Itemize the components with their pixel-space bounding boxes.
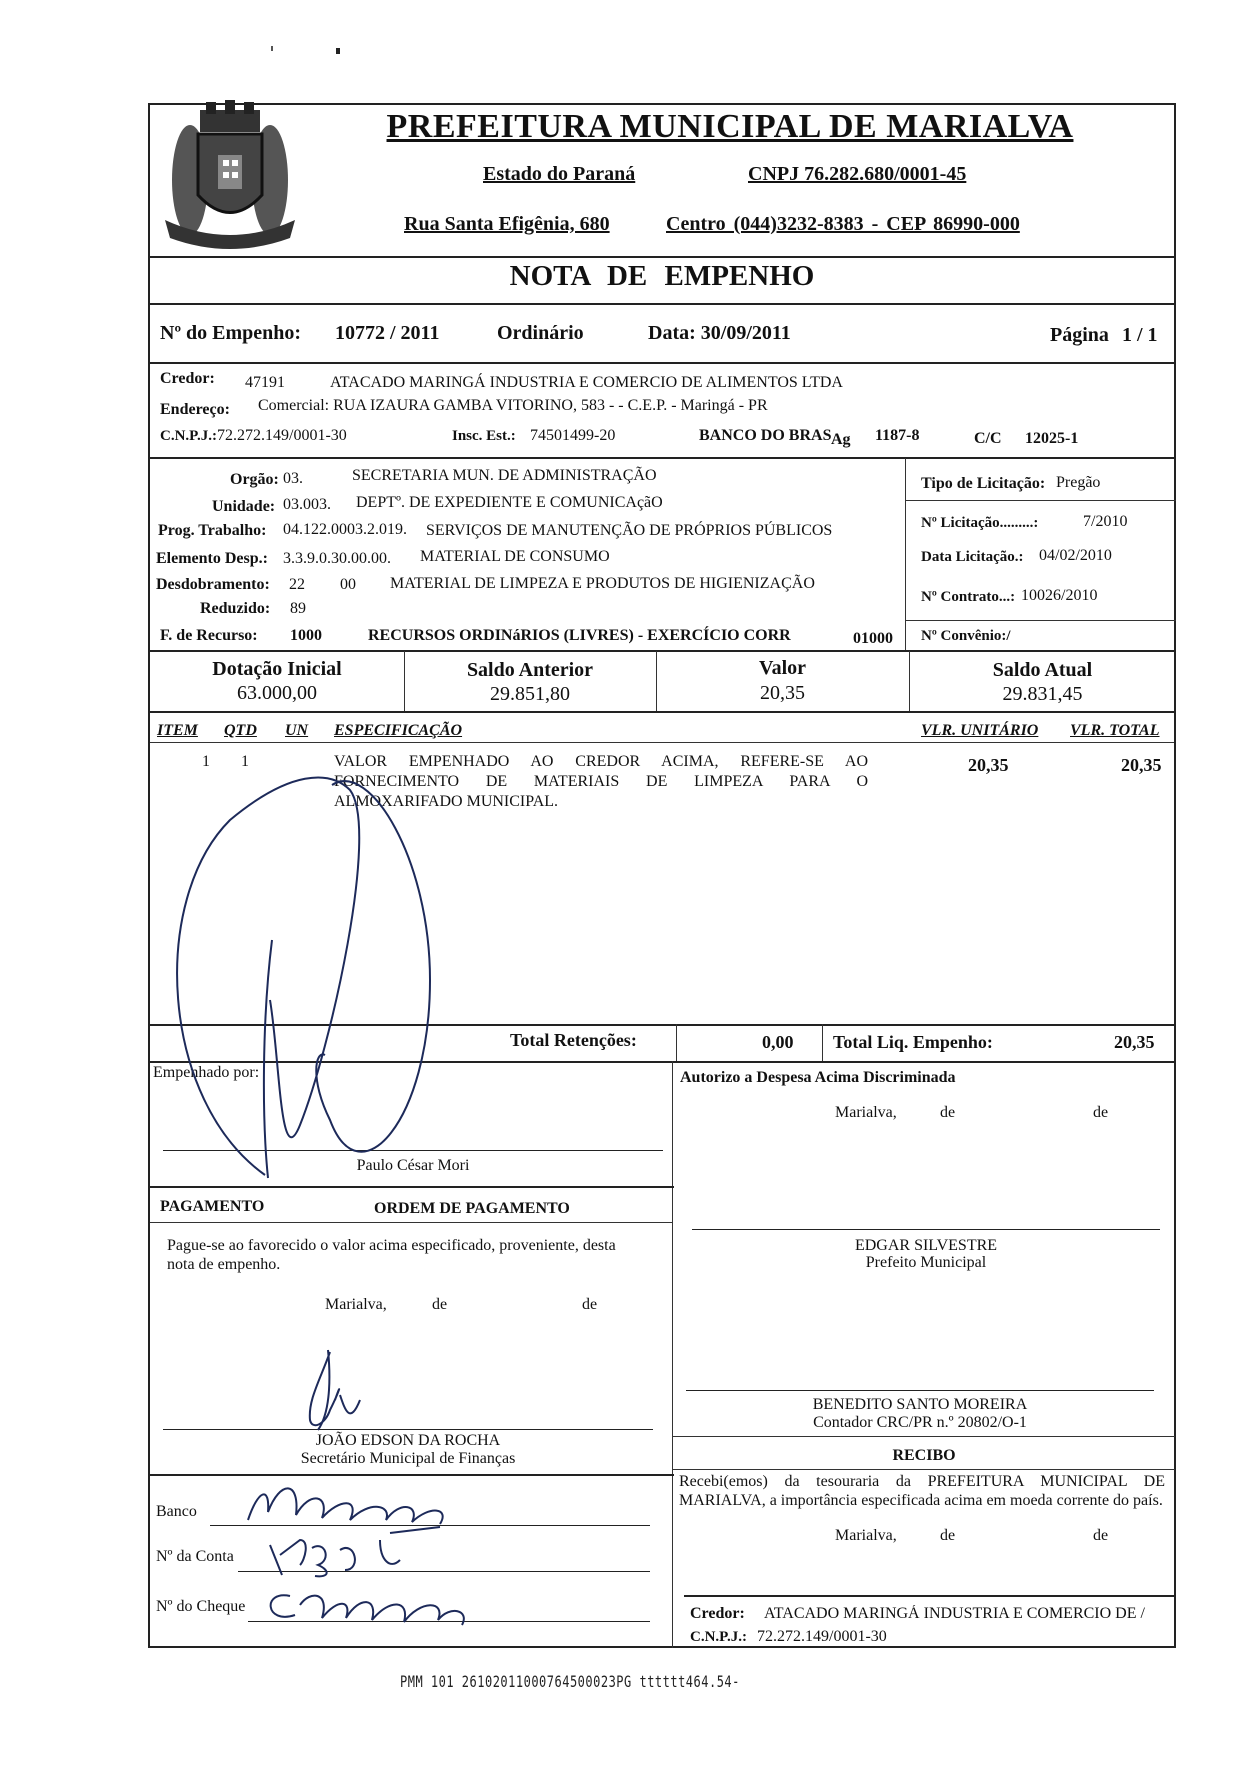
desdobramento-code: 22 [289, 576, 305, 593]
total-liquido: 20,35 [1114, 1032, 1155, 1052]
num-licitacao: 7/2010 [1083, 513, 1128, 530]
saldo-anterior: 29.851,80 [490, 683, 570, 705]
reduzido-value: 89 [290, 600, 306, 617]
banco-name: BANCO DO BRAS [699, 427, 832, 444]
elemento-label: Elemento Desp.: [156, 550, 268, 567]
handwriting-banco [248, 1488, 443, 1524]
col-item: ITEM [157, 722, 198, 739]
convenio-label: Nº Convênio:/ [921, 628, 1011, 644]
desdobramento-label: Desdobramento: [156, 576, 270, 593]
agencia-label: Ag [831, 431, 851, 448]
cc-value: 12025-1 [1025, 430, 1079, 447]
item-unit-price: 20,35 [968, 755, 1009, 775]
credor-cnpj: 72.272.149/0001-30 [217, 427, 347, 444]
valor-label: Valor [758, 657, 807, 679]
recibo-cnpj: 72.272.149/0001-30 [757, 1628, 887, 1645]
data-licitacao: 04/02/2010 [1039, 547, 1112, 564]
pagamento-text: Pague-se ao favorecido o valor acima especificado, proveniente, desta nota de empenho. [167, 1237, 616, 1273]
empenho-type: Ordinário [497, 322, 584, 344]
credor-code: 47191 [245, 374, 285, 391]
total-retencoes-label: Total Retenções: [510, 1030, 637, 1050]
endereco-label: Endereço: [160, 401, 230, 418]
header-cnpj: CNPJ 76.282.680/0001-45 [748, 163, 967, 185]
saldo-anterior-label: Saldo Anterior [466, 659, 594, 681]
autorizo-de1: de [940, 1104, 956, 1121]
total-liquido-label: Total Liq. Empenho: [833, 1032, 993, 1052]
insc-value: 74501499-20 [530, 427, 616, 444]
saldo-atual: 29.831,45 [1002, 683, 1083, 705]
empenhado-por-label: Empenhado por: [153, 1064, 260, 1081]
header-address-street: Rua Santa Efigênia, 680 [404, 213, 610, 235]
empenhado-por-name: Paulo César Mori [356, 1157, 470, 1174]
elemento-code: 3.3.9.0.30.00.00. [283, 550, 391, 567]
elemento-name: MATERIAL DE CONSUMO [420, 548, 610, 565]
contrato-value: 10026/2010 [1021, 587, 1098, 604]
handwriting-cheque [271, 1595, 464, 1625]
autorizo-label: Autorizo a Despesa Acima Discriminada [680, 1069, 956, 1086]
col-qtd: QTD [224, 722, 257, 739]
saldo-atual-label: Saldo Atual [992, 659, 1093, 681]
fonte-name: RECURSOS ORDINáRIOS (LIVRES) - EXERCÍCIO CORR [368, 627, 791, 644]
agencia: 1187-8 [875, 427, 920, 444]
prefeito-role: Prefeito Municipal [865, 1254, 987, 1271]
unidade-code: 03.003. [283, 496, 331, 513]
empenho-date: Data: 30/09/2011 [648, 322, 791, 344]
reduzido-label: Reduzido: [200, 600, 271, 617]
contador-name: BENEDITO SANTO MOREIRA [812, 1396, 1028, 1413]
secretario-name: JOÃO EDSON DA ROCHA [315, 1432, 501, 1449]
recibo-de2: de [1093, 1527, 1109, 1544]
endereco-value: Comercial: RUA IZAURA GAMBA VITORINO, 583 - - C.E.P. - Maringá - PR [258, 397, 768, 414]
item-qtd: 1 [241, 753, 249, 770]
pagamento-label: PAGAMENTO [160, 1198, 265, 1215]
item-desc-line3: ALMOXARIFADO MUNICIPAL. [334, 793, 559, 810]
tipo-licitacao: Pregão [1056, 474, 1101, 491]
orgao-label: Orgão: [230, 471, 279, 488]
crest-ribbon-text: MARIALVA [215, 225, 255, 234]
item-number: 1 [202, 753, 210, 770]
col-un: UN [285, 722, 309, 739]
prog-label: Prog. Trabalho: [158, 522, 267, 539]
header-address-rest: Centro (044)3232-8383 - CEP 86990-000 [666, 213, 1020, 235]
recibo-de1: de [940, 1527, 956, 1544]
insc-label: Insc. Est.: [452, 428, 516, 444]
credor-cnpj-label: C.N.P.J.: [160, 428, 217, 444]
col-vlr-unitario: VLR. UNITÁRIO [921, 722, 1039, 739]
credor-name: ATACADO MARINGÁ INDUSTRIA E COMERCIO DE ALIMENTOS LTDA [330, 374, 843, 391]
orgao-name: SECRETARIA MUN. DE ADMINISTRAÇÃO [352, 467, 657, 484]
recibo-label: RECIBO [892, 1447, 956, 1464]
dotacao-inicial: 63.000,00 [237, 682, 317, 704]
empenho-number: 10772 / 2011 [335, 322, 440, 344]
col-vlr-total: VLR. TOTAL [1070, 722, 1160, 739]
header-state: Estado do Paraná [483, 163, 636, 185]
header-title: PREFEITURA MUNICIPAL DE MARIALVA [386, 108, 1074, 145]
autorizo-de2: de [1093, 1104, 1109, 1121]
recibo-text: Recebi(emos) da tesouraria da PREFEITURA MUNICIPAL DE MARIALVA, a importância especificada acima em moeda corrente do país. [679, 1473, 1165, 1509]
ordem-pagamento-label: ORDEM DE PAGAMENTO [374, 1200, 570, 1217]
total-retencoes: 0,00 [762, 1032, 794, 1052]
secretario-role: Secretário Municipal de Finanças [300, 1450, 516, 1467]
contador-role: Contador CRC/PR n.º 20802/O-1 [813, 1414, 1027, 1431]
item-desc-line2: FORNECIMENTO DE MATERIAIS DE LIMPEZA PARA O [334, 773, 868, 790]
fonte-label: F. de Recurso: [160, 627, 258, 644]
num-licitacao-label: Nº Licitação.........: [921, 515, 1039, 531]
credor-label: Credor: [160, 370, 215, 387]
scan-mark-2 [271, 46, 273, 51]
col-especificacao: ESPECIFICAÇÃO [334, 722, 463, 739]
cheque-label: Nº do Cheque [156, 1598, 246, 1615]
dotacao-inicial-label: Dotação Inicial [212, 658, 342, 680]
tipo-licitacao-label: Tipo de Licitação: [921, 475, 1046, 492]
prog-name: SERVIÇOS DE MANUTENÇÃO DE PRÓPRIOS PÚBLICOS [426, 522, 833, 539]
desdobramento-sub: 00 [340, 576, 356, 593]
pagamento-de2: de [582, 1296, 598, 1313]
fonte-code: 1000 [290, 627, 322, 644]
page-number: 1 / 1 [1122, 324, 1158, 346]
cc-label: C/C [974, 430, 1002, 447]
scan-mark [336, 48, 340, 54]
footer-code: PMM 101 26102011000764500023PG tttttt464.54- [400, 1672, 740, 1692]
prefeito-name: EDGAR SILVESTRE [854, 1237, 998, 1254]
data-licitacao-label: Data Licitação.: [921, 549, 1024, 565]
unidade-name: DEPTº. DE EXPEDIENTE E COMUNICAçãO [356, 494, 663, 511]
autorizo-city: Marialva, [835, 1104, 897, 1121]
desdobramento-name: MATERIAL DE LIMPEZA E PRODUTOS DE HIGIENIZAÇÃO [390, 575, 815, 592]
orgao-code: 03. [283, 470, 303, 487]
prog-code: 04.122.0003.2.019. [283, 521, 407, 538]
handwriting-conta [270, 1527, 440, 1576]
recibo-credor: ATACADO MARINGÁ INDUSTRIA E COMERCIO DE / [764, 1605, 1145, 1622]
page-label: Página [1050, 324, 1109, 346]
banco-label: Banco [156, 1503, 197, 1520]
recibo-city: Marialva, [835, 1527, 897, 1544]
recibo-cnpj-label: C.N.P.J.: [690, 1629, 747, 1645]
pagamento-de1: de [432, 1296, 448, 1313]
empenho-number-label: Nº do Empenho: [160, 322, 302, 344]
contrato-label: Nº Contrato...: [921, 589, 1016, 605]
valor: 20,35 [760, 682, 805, 704]
pagamento-city: Marialva, [325, 1296, 387, 1313]
fonte-num: 01000 [853, 630, 893, 647]
conta-label: Nº da Conta [156, 1548, 234, 1565]
item-total-price: 20,35 [1121, 755, 1162, 775]
doc-title: NOTA DE EMPENHO [509, 260, 815, 292]
unidade-label: Unidade: [212, 498, 276, 515]
item-desc-line1: VALOR EMPENHADO AO CREDOR ACIMA, REFERE-SE AO [334, 753, 868, 770]
recibo-credor-label: Credor: [690, 1605, 745, 1622]
